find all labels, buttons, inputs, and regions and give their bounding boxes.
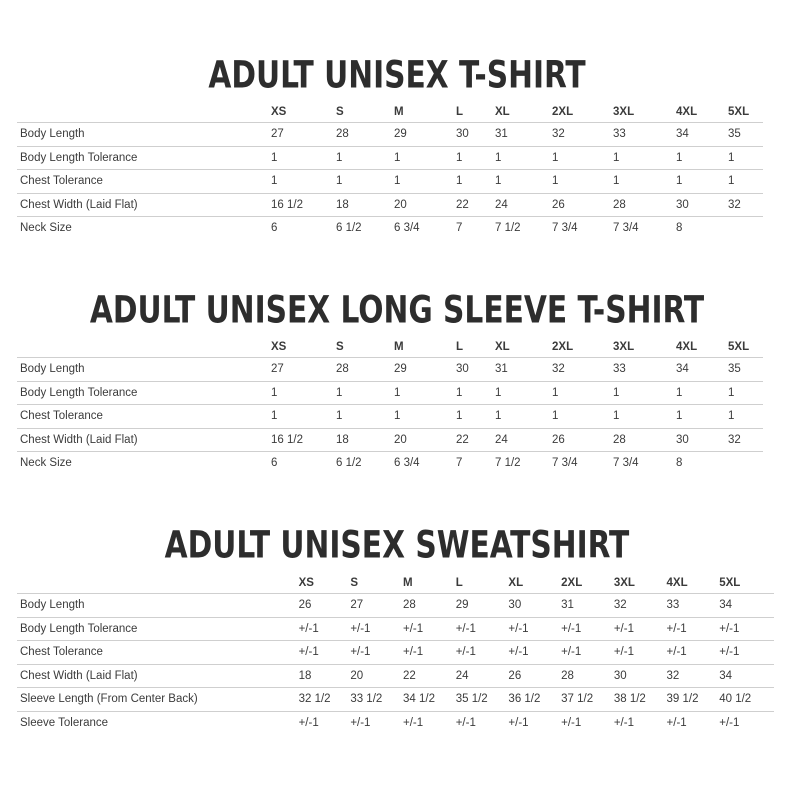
table-cell: 1: [552, 405, 613, 429]
section-title: ADULT UNISEX SWEATSHIRT: [164, 522, 630, 567]
table-row: [17, 405, 763, 429]
table-cell: 1: [456, 146, 495, 170]
table-cell: 18: [299, 664, 351, 688]
table-row: [17, 170, 763, 194]
table-row: [17, 358, 763, 382]
table-cell: 6 3/4: [394, 452, 456, 475]
table-cell: +/-1: [299, 617, 351, 641]
size-header: 5XL: [719, 577, 741, 589]
table-cell: 6 1/2: [336, 452, 394, 475]
size-header: 4XL: [666, 577, 688, 589]
table-cell: 27: [271, 358, 336, 382]
table-cell: 26: [552, 193, 613, 217]
table-cell: 1: [613, 146, 676, 170]
table-cell: +/-1: [350, 617, 403, 641]
size-header: 3XL: [613, 106, 635, 118]
size-header: M: [403, 577, 413, 589]
size-header: L: [456, 341, 464, 353]
table-cell: 24: [495, 428, 552, 452]
size-header: XL: [495, 341, 510, 353]
table-cell: 1: [728, 405, 763, 429]
table-cell: 1: [336, 170, 394, 194]
table-cell: 18: [336, 193, 394, 217]
table-cell: 27: [271, 123, 336, 147]
table-cell: 1: [394, 381, 456, 405]
table-row: [17, 711, 774, 734]
table-cell: 38 1/2: [614, 688, 667, 712]
size-header: 2XL: [552, 106, 574, 118]
table-row: [17, 688, 774, 712]
table-cell: +/-1: [403, 711, 456, 734]
table-cell: 6: [271, 217, 336, 240]
table-cell: [728, 217, 763, 240]
table-row: [17, 617, 774, 641]
row-label: Chest Width (Laid Flat): [17, 193, 271, 217]
header-blank: [17, 102, 271, 123]
table-cell: 33: [613, 358, 676, 382]
table-cell: 33 1/2: [350, 688, 403, 712]
size-header: 5XL: [728, 341, 750, 353]
table-cell: 1: [495, 405, 552, 429]
table-cell: 29: [394, 358, 456, 382]
table-cell: 1: [271, 405, 336, 429]
size-header: S: [336, 106, 344, 118]
row-label: Chest Width (Laid Flat): [17, 428, 271, 452]
table-cell: +/-1: [456, 617, 509, 641]
table-cell: +/-1: [508, 711, 561, 734]
table-cell: +/-1: [456, 711, 509, 734]
table-row: [17, 594, 774, 618]
table-row: [17, 123, 763, 147]
table-cell: 39 1/2: [667, 688, 720, 712]
table-cell: 7 3/4: [613, 217, 676, 240]
table-cell: 33: [667, 594, 720, 618]
table-cell: 26: [552, 428, 613, 452]
table-cell: 1: [495, 381, 552, 405]
row-label: Sleeve Length (From Center Back): [17, 688, 299, 712]
table-cell: +/-1: [719, 617, 774, 641]
size-header: M: [394, 106, 404, 118]
table-cell: 32: [614, 594, 667, 618]
table-cell: 1: [613, 381, 676, 405]
row-label: Body Length Tolerance: [17, 146, 271, 170]
size-header: L: [456, 106, 464, 118]
table-cell: 18: [336, 428, 394, 452]
table-cell: +/-1: [561, 617, 614, 641]
table-cell: 1: [336, 381, 394, 405]
table-cell: 1: [676, 146, 728, 170]
table-cell: 27: [350, 594, 403, 618]
table-cell: +/-1: [350, 641, 403, 665]
table-cell: 1: [456, 381, 495, 405]
size-table: [17, 337, 763, 475]
size-header: 3XL: [613, 341, 635, 353]
table-cell: 32: [728, 428, 763, 452]
table-cell: 28: [613, 193, 676, 217]
table-cell: 35: [728, 358, 763, 382]
table-cell: 32: [728, 193, 763, 217]
table-cell: +/-1: [508, 617, 561, 641]
row-label: Body Length Tolerance: [17, 617, 299, 641]
table-cell: +/-1: [561, 711, 614, 734]
table-cell: 1: [271, 381, 336, 405]
table-cell: 34: [676, 123, 728, 147]
row-label: Body Length: [17, 594, 299, 618]
size-header: 4XL: [676, 341, 698, 353]
table-cell: 29: [394, 123, 456, 147]
table-cell: +/-1: [614, 617, 667, 641]
table-cell: 6 3/4: [394, 217, 456, 240]
table-cell: 8: [676, 452, 728, 475]
table-row: [17, 381, 763, 405]
table-row: [17, 428, 763, 452]
table-cell: 22: [456, 428, 495, 452]
row-label: Chest Tolerance: [17, 641, 299, 665]
table-cell: 35 1/2: [456, 688, 509, 712]
table-cell: 28: [336, 358, 394, 382]
header-row: [17, 337, 763, 358]
table-cell: 20: [394, 428, 456, 452]
table-cell: 40 1/2: [719, 688, 774, 712]
table-cell: 1: [728, 381, 763, 405]
size-header: 2XL: [561, 577, 583, 589]
table-cell: +/-1: [719, 711, 774, 734]
table-cell: 26: [299, 594, 351, 618]
table-cell: 7 3/4: [613, 452, 676, 475]
table-cell: 7 1/2: [495, 452, 552, 475]
size-header: M: [394, 341, 404, 353]
table-cell: 1: [728, 146, 763, 170]
table-cell: 7 1/2: [495, 217, 552, 240]
table-cell: 26: [508, 664, 561, 688]
table-cell: 16 1/2: [271, 193, 336, 217]
table-cell: 28: [613, 428, 676, 452]
table-row: [17, 664, 774, 688]
table-cell: 31: [561, 594, 614, 618]
table-cell: 30: [614, 664, 667, 688]
table-cell: 32: [552, 358, 613, 382]
table-cell: 30: [508, 594, 561, 618]
table-cell: 1: [394, 405, 456, 429]
table-cell: +/-1: [456, 641, 509, 665]
table-cell: 1: [456, 170, 495, 194]
size-header: 3XL: [613, 577, 635, 589]
table-cell: +/-1: [403, 641, 456, 665]
table-cell: +/-1: [614, 641, 667, 665]
row-label: Body Length Tolerance: [17, 381, 271, 405]
size-header: XS: [271, 106, 287, 118]
table-cell: 1: [613, 170, 676, 194]
table-cell: 29: [456, 594, 509, 618]
table-cell: +/-1: [719, 641, 774, 665]
table-cell: +/-1: [667, 617, 720, 641]
table-cell: 6: [271, 452, 336, 475]
row-label: Chest Tolerance: [17, 405, 271, 429]
table-row: [17, 452, 763, 475]
size-header: 2XL: [552, 341, 574, 353]
table-cell: +/-1: [299, 711, 351, 734]
table-row: [17, 217, 763, 240]
table-cell: 32 1/2: [299, 688, 351, 712]
table-cell: 30: [676, 193, 728, 217]
table-cell: 34: [719, 594, 774, 618]
table-cell: +/-1: [667, 641, 720, 665]
table-cell: 20: [350, 664, 403, 688]
table-cell: 28: [403, 594, 456, 618]
size-header: 5XL: [728, 106, 750, 118]
table-cell: +/-1: [350, 711, 403, 734]
size-header: XS: [271, 341, 287, 353]
table-cell: 1: [394, 170, 456, 194]
table-cell: 34: [676, 358, 728, 382]
size-table: [17, 573, 774, 734]
table-cell: 37 1/2: [561, 688, 614, 712]
header-row: [17, 573, 774, 594]
row-label: Body Length: [17, 358, 271, 382]
section-title: ADULT UNISEX T-SHIRT: [208, 52, 586, 97]
row-label: Chest Width (Laid Flat): [17, 664, 299, 688]
section-title: ADULT UNISEX LONG SLEEVE T-SHIRT: [89, 287, 705, 332]
table-cell: 30: [456, 123, 495, 147]
size-header: S: [350, 577, 358, 589]
table-cell: +/-1: [667, 711, 720, 734]
table-cell: 8: [676, 217, 728, 240]
table-cell: 1: [336, 405, 394, 429]
table-cell: +/-1: [403, 617, 456, 641]
table-cell: 1: [336, 146, 394, 170]
table-cell: 20: [394, 193, 456, 217]
table-cell: 32: [667, 664, 720, 688]
table-cell: [728, 452, 763, 475]
table-cell: 7 3/4: [552, 452, 613, 475]
table-cell: 28: [336, 123, 394, 147]
table-cell: 1: [456, 405, 495, 429]
table-cell: 1: [495, 146, 552, 170]
table-cell: 1: [676, 405, 728, 429]
table-cell: 1: [613, 405, 676, 429]
header-blank: [17, 337, 271, 358]
table-cell: 36 1/2: [508, 688, 561, 712]
table-cell: 7: [456, 452, 495, 475]
table-cell: 1: [552, 146, 613, 170]
table-cell: +/-1: [614, 711, 667, 734]
header-blank: [17, 573, 299, 594]
table-cell: 31: [495, 358, 552, 382]
table-cell: 1: [676, 381, 728, 405]
table-cell: 1: [394, 146, 456, 170]
table-row: [17, 641, 774, 665]
table-cell: 16 1/2: [271, 428, 336, 452]
size-header: S: [336, 341, 344, 353]
table-cell: 1: [552, 170, 613, 194]
table-cell: 34 1/2: [403, 688, 456, 712]
table-cell: 1: [271, 170, 336, 194]
row-label: Chest Tolerance: [17, 170, 271, 194]
table-cell: 24: [456, 664, 509, 688]
table-cell: 31: [495, 123, 552, 147]
table-cell: 1: [676, 170, 728, 194]
table-cell: 34: [719, 664, 774, 688]
table-cell: 7 3/4: [552, 217, 613, 240]
table-cell: 1: [552, 381, 613, 405]
row-label: Sleeve Tolerance: [17, 711, 299, 734]
row-label: Neck Size: [17, 217, 271, 240]
table-row: [17, 146, 763, 170]
table-cell: 32: [552, 123, 613, 147]
table-cell: 1: [271, 146, 336, 170]
size-header: L: [455, 577, 463, 589]
size-table: [17, 102, 763, 240]
size-header: 4XL: [676, 106, 698, 118]
table-cell: +/-1: [561, 641, 614, 665]
table-cell: 22: [456, 193, 495, 217]
row-label: Neck Size: [17, 452, 271, 475]
size-header: XL: [495, 106, 510, 118]
table-cell: 35: [728, 123, 763, 147]
table-cell: 24: [495, 193, 552, 217]
table-cell: 28: [561, 664, 614, 688]
table-cell: +/-1: [508, 641, 561, 665]
table-cell: 6 1/2: [336, 217, 394, 240]
size-header: XL: [508, 577, 524, 589]
table-cell: 1: [728, 170, 763, 194]
table-row: [17, 193, 763, 217]
table-cell: 22: [403, 664, 456, 688]
size-header: XS: [298, 577, 314, 589]
header-row: [17, 102, 763, 123]
table-cell: 1: [495, 170, 552, 194]
row-label: Body Length: [17, 123, 271, 147]
table-cell: 33: [613, 123, 676, 147]
table-cell: 30: [456, 358, 495, 382]
table-cell: +/-1: [299, 641, 351, 665]
table-cell: 7: [456, 217, 495, 240]
table-cell: 30: [676, 428, 728, 452]
